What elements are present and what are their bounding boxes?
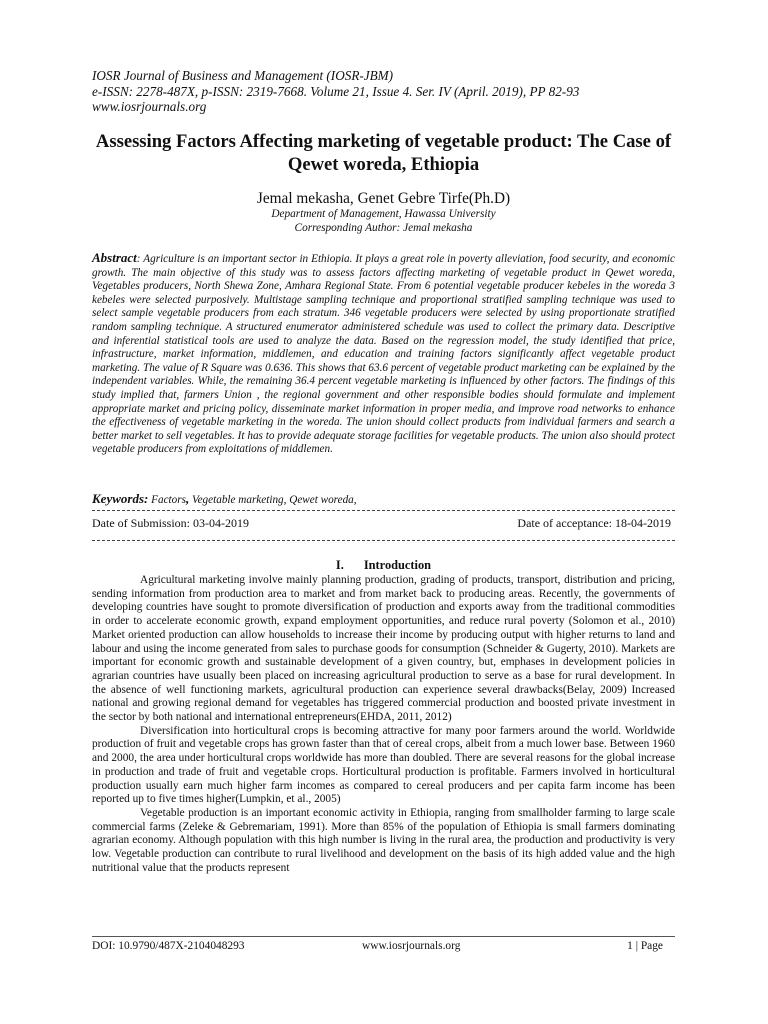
divider-top: [92, 510, 675, 511]
section-number: I.: [335, 558, 344, 572]
keywords-label: Keywords:: [92, 491, 149, 506]
journal-url: www.iosrjournals.org: [92, 99, 207, 114]
keywords-first: Factors: [148, 494, 186, 506]
footer-site: www.iosrjournals.org: [362, 940, 461, 952]
footer-divider: [92, 936, 675, 937]
submission-date: Date of Submission: 03-04-2019: [92, 516, 249, 530]
dates-row: [92, 516, 675, 531]
acceptance-date: Date of acceptance: 18-04-2019: [517, 516, 671, 530]
abstract: [92, 251, 675, 457]
affiliation: [92, 207, 675, 235]
journal-name: IOSR Journal of Business and Management (IOSR-JBM): [92, 68, 394, 83]
page-footer: [92, 940, 675, 952]
paragraph: Agricultural marketing involve mainly planning production, grading of products, transport, distribution and pricing, sending information from production area to market and from market back to producing areas. Recently, the governments of developing countries have sought to promote diversification of production and exports away from the traditional commodities in order to accelerate economic growth, expand employment opportunities, and reduce rural poverty (Solomon et al., 2010) Market oriented production can allow households to increase their income by producing output with higher returns to land and labour and using the income generated from sales to purchase goods for consumption (Schneider & Gugerty, 2010). Markets are important for economic growth and sustainable development of a given country, but, emphases in development policies in agrarian countries have usually been placed on increasing agricultural production to serve as a base for rural development. In the absence of well functioning markets, agricultural production can experience several drawbacks(Belay, 2009) Increased national and growing regional demand for vegetables has triggered commercial production and boosted private investment in the sector by both national and international entrepreneurs(EHDA, 2011, 2012): [92, 574, 675, 724]
abstract-text: : Agriculture is an important sector in Ethiopia. It plays a great role in poverty alleviation, food security, and economic growth. The main objective of this study was to assess factors affecting marketing of vegetable product in Qewet woreda, Vegetables producers, North Shewa Zone, Amhara Regional State. From 6 potential vegetable producer kebeles in the woreda 3 kebeles were selected purposively. Multistage sampling technique and proportional stratified sampling technique was used to select sample vegetable producers from each stratum. 346 vegetable producers were selected by using proportionate stratified random sampling technique. A structured enumerator administered schedule was used to collect the primary data. Descriptive and inferential statistical tools are used to analyze the data. Based on the regression model, the study identified that price, infrastructure, market information, middlemen, and education and training factors significantly affect vegetable product marketing. The value of R Square was 0.636. This shows that 63.6 percent of vegetable product marketing can be explained by the independent variables. While, the remaining 36.4 percent vegetable marketing is influenced by other factors. The findings of this study implied that, farmers Union , the regional government and other responsible bodies should formulate and implement appropriate market and pricing policy, disseminate market information in proper media, and improve road networks to enhance the effectiveness of vegetable marketing in the woreda. The union should collect products from individual farmers and search a better market to sell vegetables. It has to provide adequate storage facilities for vegetable products. The union also should protect vegetable producers from exploitations of middlemen.: [92, 253, 675, 456]
department: Department of Management, Hawassa University: [271, 208, 496, 220]
paragraph: Vegetable production is an important economic activity in Ethiopia, ranging from smallholder farming to large scale commercial farms (Zeleke & Gebremariam, 1991). More than 85% of the population of Ethiopia is small farmers dominating agrarian economy. Although population with this high number is living in the rural area, the production and productivity is very low. Vegetable production can contribute to rural livelihood and development on the basis of its high added value and the high nutritional value that the products represent: [92, 806, 675, 874]
keywords: [92, 491, 675, 507]
paper-title: Assessing Factors Affecting marketing of vegetable product: The Case of Qewet woreda, Ethiopia: [95, 131, 672, 175]
footer-doi: DOI: 10.9790/487X-2104048293: [92, 940, 245, 952]
keywords-rest: Vegetable marketing, Qewet woreda,: [189, 494, 357, 506]
introduction-body: [92, 574, 675, 875]
section-heading: [92, 558, 675, 573]
abstract-label: Abstract: [92, 250, 137, 265]
paragraph: Diversification into horticultural crops is becoming attractive for many poor farmers around the world. Worldwide production of fruit and vegetable crops has grown faster than that of cereal crops, albeit from a much lower base. Between 1960 and 2000, the area under horticultural crops worldwide has more than doubled. There are several reasons for the global increase in production and trade of fruit and vegetable crops. Horticultural production is profitable. Farmers involved in horticultural production usually earn much higher farm incomes as compared to cereal producers and per capita farm income has been reported up to five times higher(Lumpkin, et al., 2005): [92, 724, 675, 806]
keywords-sep: ,: [185, 491, 190, 506]
section-title: Introduction: [363, 558, 432, 572]
journal-header: [92, 68, 579, 115]
footer-page-number: 1 | Page: [627, 940, 663, 952]
paper-authors: Jemal mekasha, Genet Gebre Tirfe(Ph.D): [256, 190, 511, 207]
journal-issn: e-ISSN: 2278-487X, p-ISSN: 2319-7668. Volume 21, Issue 4. Ser. IV (April. 2019), PP 82-93: [92, 83, 580, 99]
divider-bottom: [92, 540, 675, 541]
corresponding-author: Corresponding Author: Jemal mekasha: [294, 222, 473, 234]
